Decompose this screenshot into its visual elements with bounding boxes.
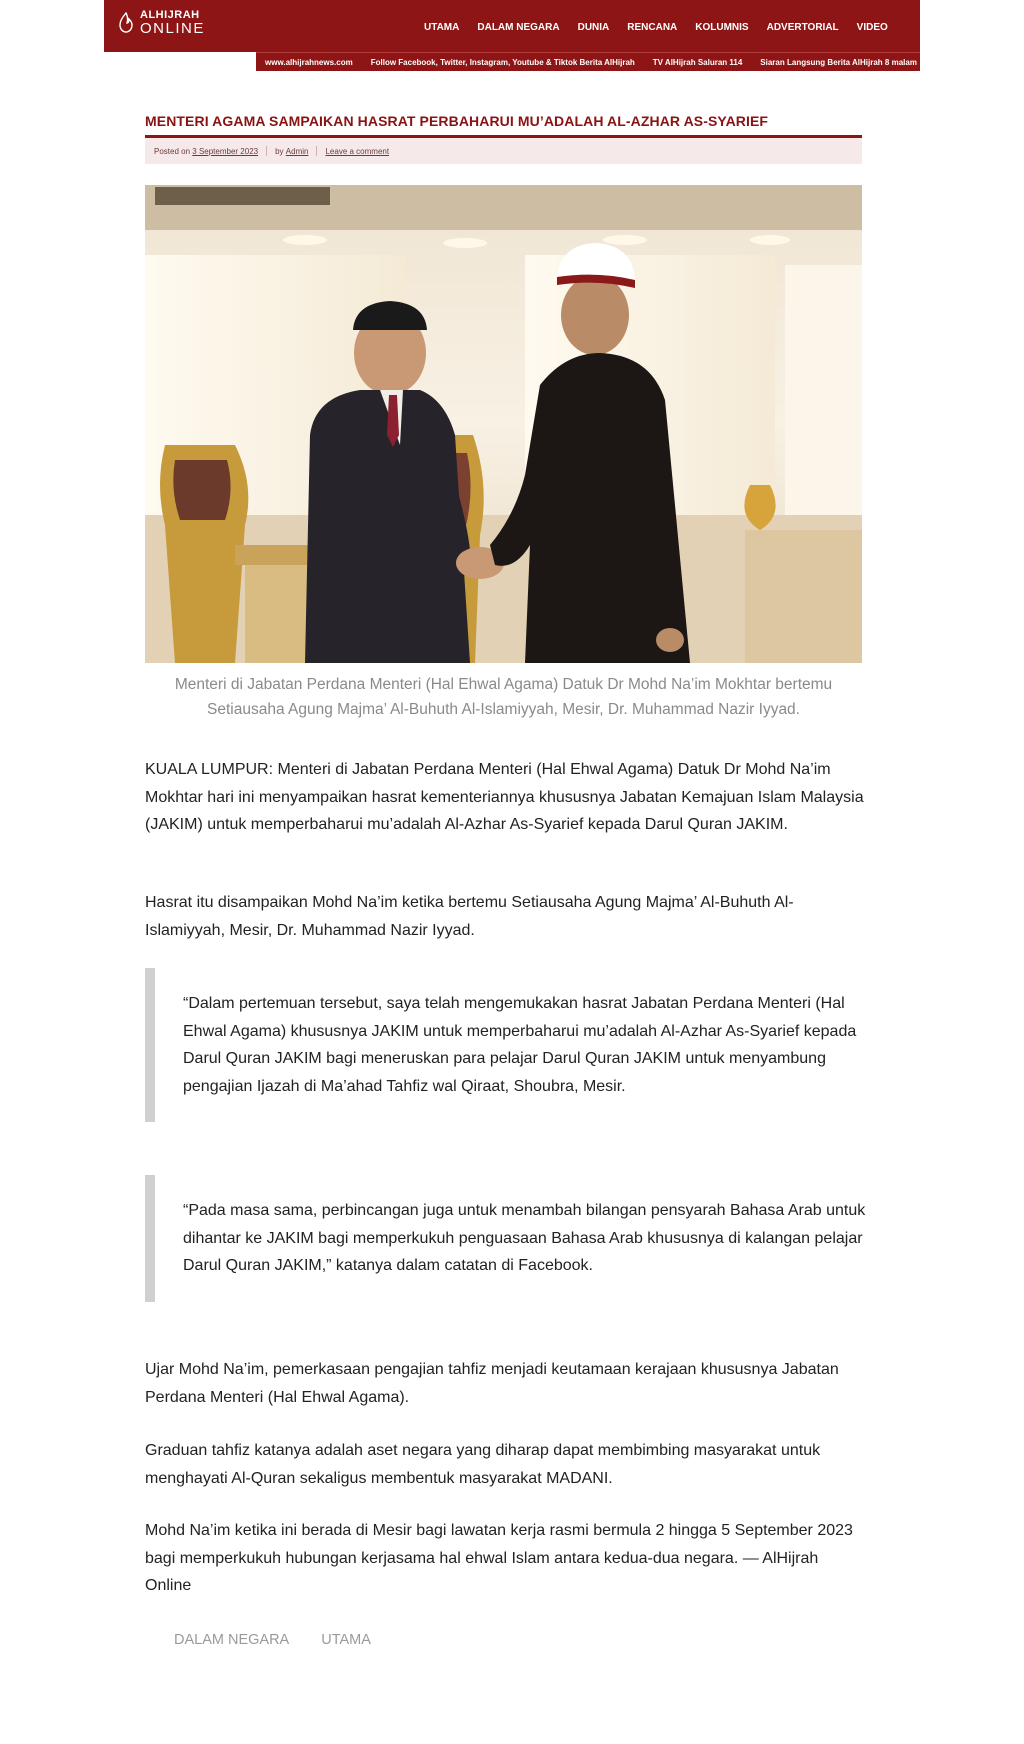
nav-utama[interactable]: UTAMA — [424, 22, 460, 33]
main-nav — [424, 22, 906, 33]
ticker-item[interactable]: Follow Facebook, Twitter, Instagram, Youtube & Tiktok Berita AlHijrah — [370, 57, 635, 67]
nav-dunia[interactable]: DUNIA — [577, 22, 610, 33]
nav-video[interactable]: VIDEO — [856, 22, 888, 33]
article-photo — [145, 185, 862, 663]
tag-utama[interactable]: UTAMA — [321, 1632, 371, 1648]
post-meta — [145, 138, 862, 164]
meta-divider — [266, 146, 267, 156]
author-link[interactable]: Admin — [285, 146, 309, 156]
logo-top-text: ALHIJRAH — [140, 9, 200, 21]
by-label: by — [275, 146, 284, 156]
ticker-item[interactable]: Siaran Langsung Berita AlHijrah 8 malam — [760, 57, 917, 67]
news-ticker — [256, 52, 920, 71]
article-paragraph: Graduan tahfiz katanya adalah aset negara yang diharap dapat membimbing masyarakat untuk menghayati Al-Quran sekaligus membentuk masyarakat MADANI. — [145, 1442, 821, 1487]
nav-rencana[interactable]: RENCANA — [627, 22, 678, 33]
article-title: MENTERI AGAMA SAMPAIKAN HASRAT PERBAHARUI MU’ADALAH AL-AZHAR AS-SYARIEF — [145, 113, 769, 129]
ticker-item[interactable]: www.alhijrahnews.com — [265, 57, 353, 67]
site-logo[interactable] — [118, 10, 205, 36]
article-paragraph: Hasrat itu disampaikan Mohd Na’im ketika bertemu Setiausaha Agung Majma’ Al-Buhuth Al-Islamiyyah, Mesir, Dr. Muhammad Nazir Iyyad. — [145, 894, 794, 939]
nav-advertorial[interactable]: ADVERTORIAL — [766, 22, 839, 33]
logo-bottom-text: ONLINE — [140, 20, 205, 37]
post-date-link[interactable]: 3 September 2023 — [192, 146, 259, 156]
meta-divider — [316, 146, 317, 156]
leave-comment-link[interactable]: Leave a comment — [325, 146, 390, 156]
flame-logo-icon — [118, 12, 134, 34]
handshake-photo-illustration — [145, 185, 862, 663]
posted-on-label: Posted on — [154, 146, 191, 156]
article-paragraph: Mohd Na’im ketika ini berada di Mesir bagi lawatan kerja rasmi bermula 2 hingga 5 September 2023 bagi memperkukuh hubungan kerjasama hal ehwal Islam antara kedua-dua negara. — AlHijrah Online — [145, 1522, 853, 1594]
article-tags — [174, 1632, 371, 1648]
photo-caption: Menteri di Jabatan Perdana Menteri (Hal Ehwal Agama) Datuk Dr Mohd Na’im Mokhtar bertemu Setiausaha Agung Majma’ Al-Buhuth Al-Islamiyyah, Mesir, Dr. Muhammad Nazir Iyyad. — [174, 676, 833, 718]
site-header — [104, 0, 920, 52]
nav-kolumnis[interactable]: KOLUMNIS — [695, 22, 749, 33]
article-quote: “Pada masa sama, perbincangan juga untuk menambah bilangan pensyarah Bahasa Arab untuk dihantar ke JAKIM bagi memperkukuh penguasaan Bahasa Arab khususnya di kalangan pelajar Darul Quran JAKIM,” katanya dalam catatan di Facebook. — [145, 1175, 867, 1302]
article-quote: “Dalam pertemuan tersebut, saya telah mengemukakan hasrat Jabatan Perdana Menteri (Hal Ehwal Agama) khususnya JAKIM untuk memperbaharui mu’adalah Al-Azhar As-Syarief kepada Darul Quran JAKIM bagi meneruskan para pelajar Darul Quran JAKIM untuk menyambung pengajian Ijazah di Ma’ahad Tahfiz wal Qiraat, Shoubra, Mesir. — [145, 968, 867, 1122]
article-paragraph: Ujar Mohd Na’im, pemerkasaan pengajian tahfiz menjadi keutamaan kerajaan khususnya Jabatan Perdana Menteri (Hal Ehwal Agama). — [145, 1361, 839, 1406]
ticker-item[interactable]: TV AlHijrah Saluran 114 — [652, 57, 743, 67]
tag-dalam-negara[interactable]: DALAM NEGARA — [174, 1632, 290, 1648]
article-paragraph: KUALA LUMPUR: Menteri di Jabatan Perdana Menteri (Hal Ehwal Agama) Datuk Dr Mohd Na’im Mokhtar hari ini menyampaikan hasrat kementeriannya khususnya Jabatan Kemajuan Islam Malaysia (JAKIM) untuk memperbaharui mu’adalah Al-Azhar As-Syarief kepada Darul Quran JAKIM. — [145, 761, 864, 833]
nav-dalam-negara[interactable]: DALAM NEGARA — [477, 22, 560, 33]
